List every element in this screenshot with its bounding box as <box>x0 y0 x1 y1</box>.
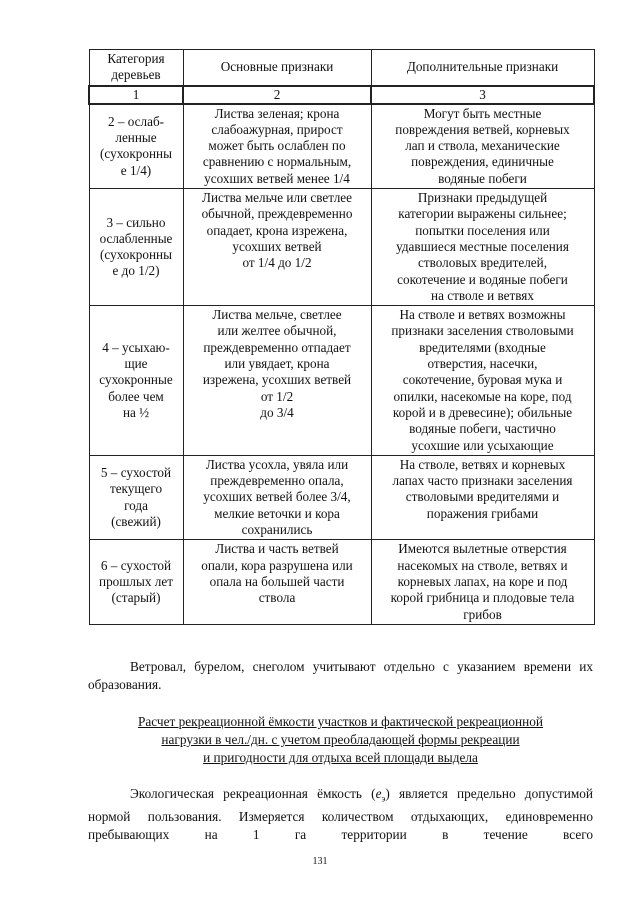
table-row <box>89 104 594 189</box>
capacity-symbol: e <box>375 786 382 801</box>
row-category: 4 – усыхаю- щие сухокронные более чем на ½ <box>89 306 183 456</box>
table-header-row <box>89 50 594 86</box>
row-category: 6 – сухостой прошлых лет (старый) <box>89 540 183 624</box>
page-number: 131 <box>312 856 328 867</box>
row-main-signs: Листва мельче, светлее или желтее обычной, преждевременно отпадает или увядает, крона изрежена, усохших ветвей от 1/2 до 3/4 <box>183 306 371 456</box>
table-row <box>89 189 594 306</box>
row-main-signs: Листва усохла, увяла или преждевременно опала, усохших ветвей более 3/4, мелкие веточки и кора сохранились <box>183 455 371 539</box>
table-row <box>89 540 594 624</box>
column-number: 3 <box>371 86 594 104</box>
table-number-row <box>89 86 594 104</box>
section-heading: Расчет рекреационной ёмкости участков и фактической рекреационной нагрузки в чел./дн. с учетом преобладающей формы рекреации и пригодности для отдыха всей площади выдела <box>137 714 544 765</box>
row-main-signs: Листва зеленая; крона слабоажурная, прирост может быть ослаблен по сравнению с нормальным, усохших ветвей менее 1/4 <box>183 104 371 189</box>
row-extra-signs: На стволе и ветвях возможны признаки заселения стволовыми вредителями (входные отверстия, насечки, сокотечение, буровая мука и опилки, насекомые на коре, под корой и в древесине); обильные водяные побеги, частично усохшие или усыхающие <box>371 306 594 456</box>
row-main-signs: Листва и часть ветвей опали, кора разрушена или опала на большей части ствола <box>183 540 371 624</box>
header-main-signs: Основные признаки <box>183 50 371 86</box>
row-extra-signs: Могут быть местные повреждения ветвей, корневых лап и ствола, механические повреждения, единичные водяные побеги <box>371 104 594 189</box>
tree-category-table <box>88 49 595 625</box>
header-category: Категория деревьев <box>89 50 183 86</box>
windfall-paragraph: Ветровал, бурелом, снеголом учитывают отдельно с указанием времени их образования. <box>88 659 593 692</box>
capacity-subscript: э <box>381 793 386 804</box>
header-extra-signs: Дополнительные признаки <box>371 50 594 86</box>
column-number: 1 <box>89 86 183 104</box>
table-row <box>89 306 594 456</box>
row-category: 2 – ослаб- ленные (сухокронны е 1/4) <box>89 104 183 189</box>
paragraph-text: ) является предельно допустимой нормой пользования. Измеряется количеством отдыхающих, единовременно пребывающих на 1 га территории в течение всего <box>88 786 593 842</box>
row-category: 5 – сухостой текущего года (свежий) <box>89 455 183 539</box>
capacity-paragraph <box>88 785 593 843</box>
row-main-signs: Листва мельче или светлее обычной, преждевременно опадает, крона изрежена, усохших ветвей от 1/4 до 1/2 <box>183 189 371 306</box>
row-extra-signs: Имеются вылетные отверстия насекомых на стволе, ветвях и корневых лапах, на коре и под корой грибница и плодовые тела грибов <box>371 540 594 624</box>
column-number: 2 <box>183 86 371 104</box>
table-row <box>89 455 594 539</box>
row-category: 3 – сильно ослабленные (сухокронны е до 1/2) <box>89 189 183 306</box>
row-extra-signs: На стволе, ветвях и корневых лапах часто признаки заселения стволовыми вредителями и поражения грибами <box>371 455 594 539</box>
row-extra-signs: Признаки предыдущей категории выражены сильнее; попытки поселения или удавшиеся местные поселения стволовых вредителей, сокотечение и водяные побеги на стволе и ветвях <box>371 189 594 306</box>
paragraph-text: Экологическая рекреационная ёмкость ( <box>130 786 376 801</box>
